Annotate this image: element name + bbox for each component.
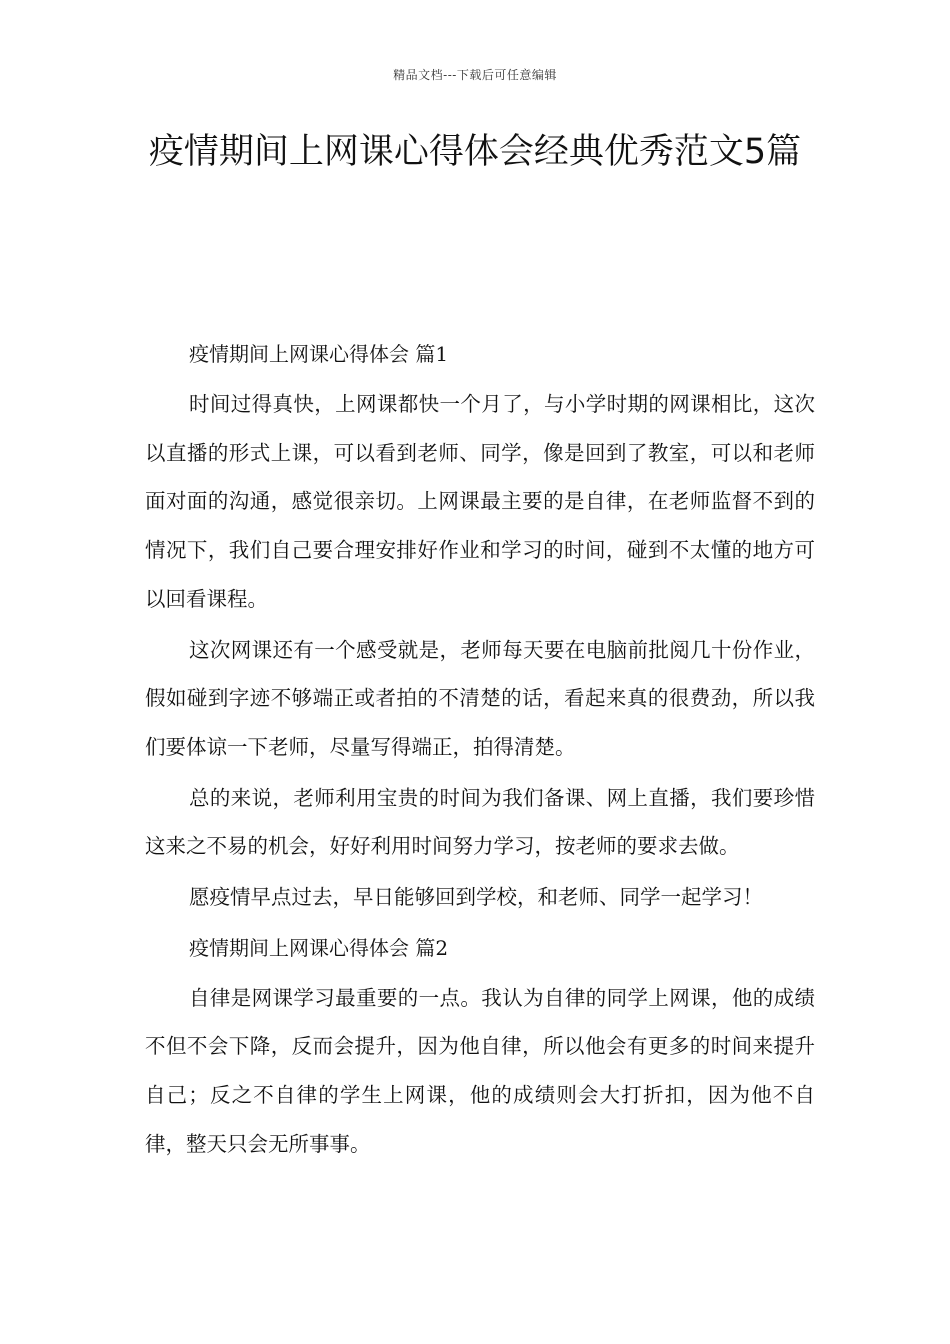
paragraph: 这次网课还有一个感受就是，老师每天要在电脑前批阅几十份作业，假如碰到字迹不够端正或者拍的不清楚的话，看起来真的很费劲，所以我们要体谅一下老师，尽量写得端正，拍得清楚。 (145, 637, 815, 759)
document-title: 疫情期间上网课心得体会经典优秀范文5篇 (148, 132, 802, 172)
paragraph: 愿疫情早点过去，早日能够回到学校，和老师、同学一起学习！ (189, 885, 763, 910)
section-1 (145, 330, 815, 922)
header-note: 精品文档---下载后可任意编辑 (393, 68, 557, 82)
paragraph: 自律是网课学习最重要的一点。我认为自律的同学上网课，他的成绩不但不会下降，反而会提升，因为他自律，所以他会有更多的时间来提升自己；反之不自律的学生上网课，他的成绩则会大打折扣，因为他不自律，整天只会无所事事。 (145, 985, 815, 1156)
paragraph: 总的来说，老师利用宝贵的时间为我们备课、网上直播，我们要珍惜这来之不易的机会，好好利用时间努力学习，按老师的要求去做。 (145, 785, 815, 859)
section-2 (145, 924, 815, 1169)
section-heading: 疫情期间上网课心得体会 篇2 (189, 935, 449, 960)
paragraph: 时间过得真快，上网课都快一个月了，与小学时期的网课相比，这次以直播的形式上课，可以看到老师、同学，像是回到了教室，可以和老师面对面的沟通，感觉很亲切。上网课最主要的是自律，在老师监督不到的情况下，我们自己要合理安排好作业和学习的时间，碰到不太懂的地方可以回看课程。 (145, 392, 815, 611)
document-body (145, 330, 815, 1171)
section-heading: 疫情期间上网课心得体会 篇1 (189, 342, 449, 366)
